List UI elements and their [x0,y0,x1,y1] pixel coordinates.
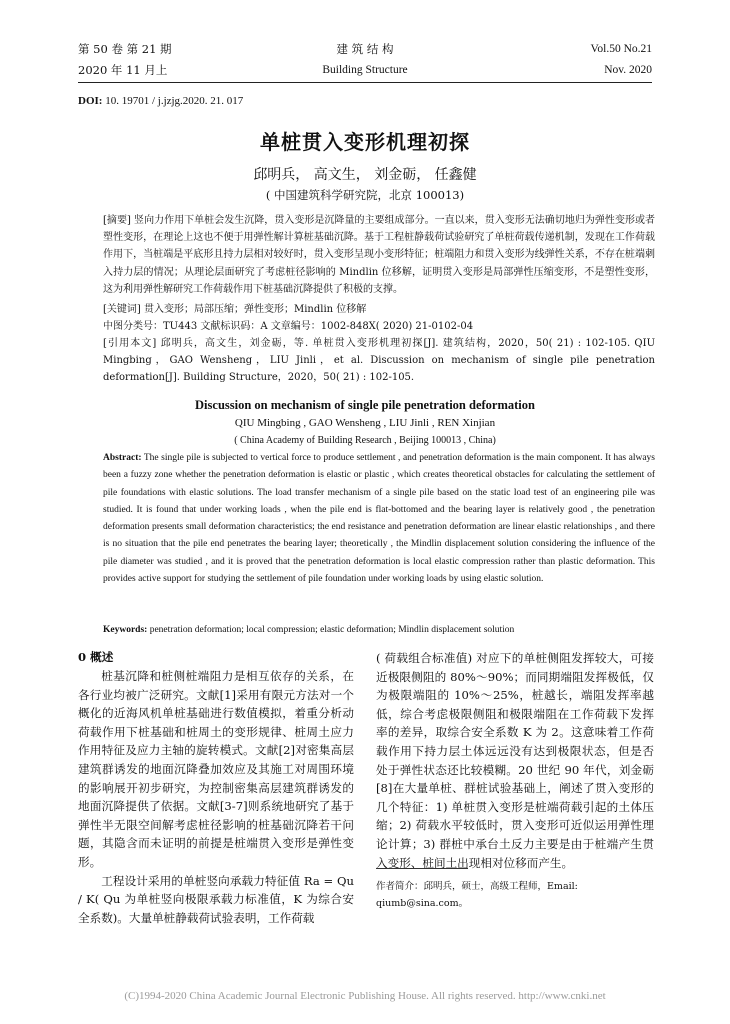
journal-vol-en: Vol.50 No.21 [590,43,652,55]
journal-name-cn: 建 筑 结 构 [336,42,394,56]
footnote-rule [376,868,468,869]
author-footnote: 作者简介：邱明兵，硕士，高级工程师，Email: qiumb@sina.com。 [376,881,578,909]
citation: [引用本文] 邱明兵，高文生，刘金砺，等. 单桩贯入变形机理初探[J]. 建筑结构，2020，50( 21) : 102-105. QIU Mingbing，GAO Wensheng，LIU Jinli，et al. Discussion on mechanism of single pile penetration deformation[J]. Building Structure，2020，50( 21) : 102-105. [103,338,655,384]
english-abstract [103,450,655,588]
classification: 中图分类号：TU443 文献标识码：A 文章编号：1002-848X( 2020) 21-0102-04 [103,321,474,332]
doi [78,95,243,107]
section-heading: 0 概述 [78,650,114,664]
doi-value: 10. 19701 / j.jzjg.2020. 21. 017 [102,95,244,107]
english-abstract-text: The single pile is subjected to vertical force to produce settlement , and penetration deformation is the main component. It has always been a fuzzy zone whether the penetration deformation is elastic or plastic , which creates theoretical obstacles for calculating the settlement of pile foundations with elastic solutions. The load transfer mechanism of a single pile based on the static load test of an engineering pile was studied. It is found that under working loads , when the pile end is flat-bottomed and the bearing layer is relatively good , the penetration deformation presents small deformation characteristics; the end resistance and penetration deformation are linear elastic relationships , and there is no situation that the pile end penetrates the bearing layer; theoretically , the Mindlin displacement solution considering the influence of the pile diameter was studied , and it is proved that the penetration deformation is local elastic compression rather than plastic deformation. This provides active support for studying the settlement of pile foundation under working loads by using elastic solution. [103,453,655,585]
paper-title: 单桩贯入变形机理初探 [260,130,470,154]
authors: 邱明兵， 高文生， 刘金砺， 任鑫健 [253,167,477,183]
journal-date-en: Nov. 2020 [604,64,652,76]
left-paragraph-1: 桩基沉降和桩侧桩端阻力是相互依存的关系，在各行业均被广泛研究。文献[1]采用有限元方法对一个概化的近海风机单桩基础进行数值模拟，着重分析动荷载作用下桩基础和桩周土的变形规律、桩周土应力作用特征及应力主轴的旋转模式。文献[2]对密集高层建筑群诱发的地面沉降叠加效应及其施工对周围环境的影响展开初步研究，为控制密集高层建筑群诱发的地面沉降提供了依据。文献[3-7]则系统地研究了基于弹性半无限空间解考虑桩径影响的桩基础沉降若干问题，其隐含而未证明的前提是桩端贯入变形是弹性变形。 [78,669,354,869]
journal-date: 2020 年 11 月上 [78,63,168,77]
header-rule [78,82,652,83]
right-paragraph-1: ( 荷载组合标准值) 对应下的单桩侧阻发挥较大，可接近极限侧阻的 80%～90%；而同期端阻发挥极低，仅为极限端阻的 10%～25%，桩越长，端阻发挥率越低，综合考虑极限侧阻和极限端阻在工作荷载下发挥率的差异，取综合安全系数 K 为 2。这意味着工作荷载作用下持力层土体远远没有达到极限状态，但是否处于弹性状态还比较模糊。20 世纪 90 年代，刘金砺[8]在大量单桩、群桩试验基础上，阐述了贯入变形的几个特征：1) 单桩贯入变形是桩端荷载引起的土体压缩；2) 荷载水平较低时，贯入变形可近似运用弹性理论计算；3) 群桩中承台土反力主要是由于桩端产生贯入变形、桩间土出现相对位移而产生。 [376,651,654,870]
journal-volume-issue: 第 50 卷 第 21 期 [78,42,172,56]
left-paragraph-2: 工程设计采用的单桩竖向承载力特征值 Ra = Qu / K( Qu 为单桩竖向极限承载力标准值，K 为综合安全系数)。大量单桩静载荷试验表明，工作荷载 [78,873,354,925]
right-column [376,649,654,872]
english-affiliation: ( China Academy of Building Research , Beijing 100013 , China) [234,435,496,446]
keywords-cn: [关键词] 贯入变形；局部压缩；弹性变形；Mindlin 位移解 [103,304,367,315]
journal-name-en: Building Structure [322,64,408,76]
english-abstract-label: Abstract: [103,453,142,463]
affiliation: ( 中国建筑科学研究院，北京 100013) [265,188,465,202]
doi-label: DOI: [78,95,103,107]
copyright-line: (C)1994-2020 China Academic Journal Electronic Publishing House. All rights reserved. http://www.cnki.net [124,990,606,1002]
english-keywords-label: Keywords: [103,625,148,635]
english-keywords-text: penetration deformation; local compression; elastic deformation; Mindlin displacement solution [147,625,515,635]
english-authors: QIU Mingbing , GAO Wensheng , LIU Jinli , REN Xinjian [234,417,496,429]
left-column [78,667,354,927]
english-keywords [103,622,655,639]
english-title: Discussion on mechanism of single pile penetration deformation [195,398,535,412]
abstract-cn: [摘要] 竖向力作用下单桩会发生沉降，贯入变形是沉降量的主要组成部分。一直以来，贯入变形无法确切地归为弹性变形或者塑性变形，在理论上这也不便于用弹性解计算桩基础沉降。基于工程桩静载荷试验研究了单桩荷载传递机制，发现在工作荷载作用下，当桩端是平底形且持力层相对较好时，贯入变形呈现小变形特征；桩端阻力和贯入变形为线弹性关系，不存在桩端刺入持力层的情况；从理论层面研究了考虑桩径影响的 Mindlin 位移解，证明贯入变形是局部弹性压缩变形，不是塑性变形，这为利用弹性解研究工作荷载作用下桩基础沉降提供了积极的支撑。 [103,215,655,295]
